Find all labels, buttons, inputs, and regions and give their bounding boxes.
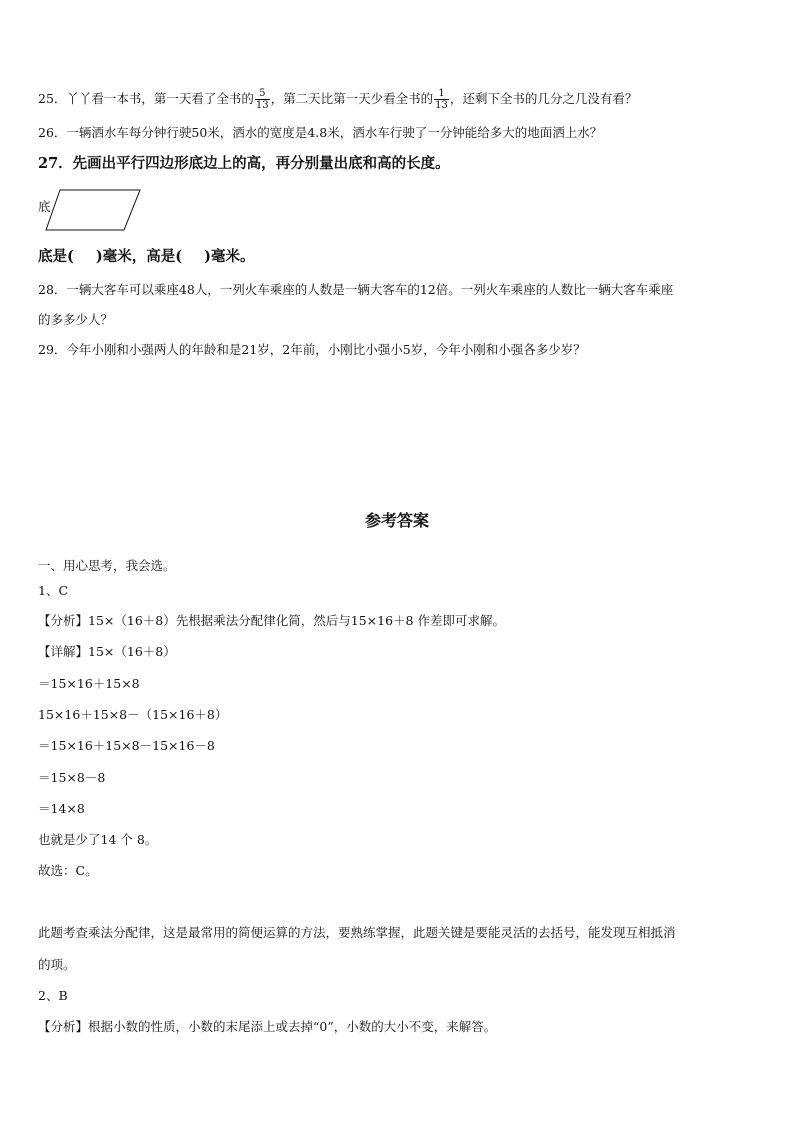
answer-1-step: ＝15×16＋15×8 [38,676,140,691]
question-29: 29．今年小刚和小强两人的年龄和是21岁，2年前，小刚比小强小5岁，今年小刚和小强各多少岁？ [38,342,586,357]
figure-base-label: 底 [38,199,51,214]
answer-unit-text: )毫米。 [204,248,255,265]
answer-1-note-line-1: 此题考查乘法分配律，这是最常用的简便运算的方法，要熟练掌握，此题关键是要能灵活的去括号，能发现互相抵消 [38,925,676,940]
answer-1-analysis: 【分析】15×（16＋8）先根据乘法分配律化简，然后与15×16＋8 作差即可求解。 [38,613,505,628]
answer-1-step: ＝15×8－8 [38,770,106,785]
fraction-1-13 [434,88,449,111]
fraction-numerator: 1 [434,88,449,100]
q25-text-middle: ，第二天比第一天少看全书的 [270,91,434,106]
fraction-5-13 [255,88,270,111]
answer-1-detail: 【详解】15×（16＋8） [38,644,176,659]
question-28-line-2: 的多多少人？ [38,312,114,327]
q25-text-suffix: ，还剩下全书的几分之几没有看？ [449,91,638,106]
answer-2-label: 2、B [38,988,68,1003]
answer-1-choice: 故选：C。 [38,863,98,878]
answer-1-note-line-2: 的项。 [38,957,76,972]
answer-1-step: 15×16＋15×8－（15×16＋8） [38,707,228,722]
fraction-denominator: 13 [255,100,269,111]
answer-2-analysis: 【分析】根据小数的性质，小数的末尾添上或去掉“0”，小数的大小不变，来解答。 [38,1019,497,1034]
question-27: 27．先画出平行四边形底边上的高，再分别量出底和高的长度。 [38,155,450,172]
fraction-denominator: 13 [435,100,448,111]
question-26: 26．一辆洒水车每分钟行驶50米，洒水的宽度是4.8米，洒水车行驶了一分钟能给多大的地面洒上水？ [38,125,603,140]
answer-base-text: 底是( [38,248,74,265]
parallelogram-shape [44,188,144,234]
q25-text-prefix: 25．丫丫看一本书，第一天看了全书的 [38,91,254,106]
answer-1-conclusion: 也就是少了14 个 8。 [38,832,158,847]
question-27-answer-line [38,249,254,265]
answer-1-label: 1、C [38,583,69,598]
answer-1-step: ＝14×8 [38,801,85,816]
answers-section-1: 一、用心思考，我会选。 [38,558,176,573]
question-28-line-1: 28．一辆大客车可以乘座48人，一列火车乘座的人数是一辆大客车的12倍。一列火车乘座的人数比一辆大客车乘座 [38,282,674,297]
question-25 [38,88,637,111]
answers-title: 参考答案 [364,511,429,530]
fraction-numerator: 5 [255,88,270,100]
answer-height-text: )毫米，高是( [95,248,183,265]
answer-1-step: ＝15×16＋15×8－15×16－8 [38,738,215,753]
